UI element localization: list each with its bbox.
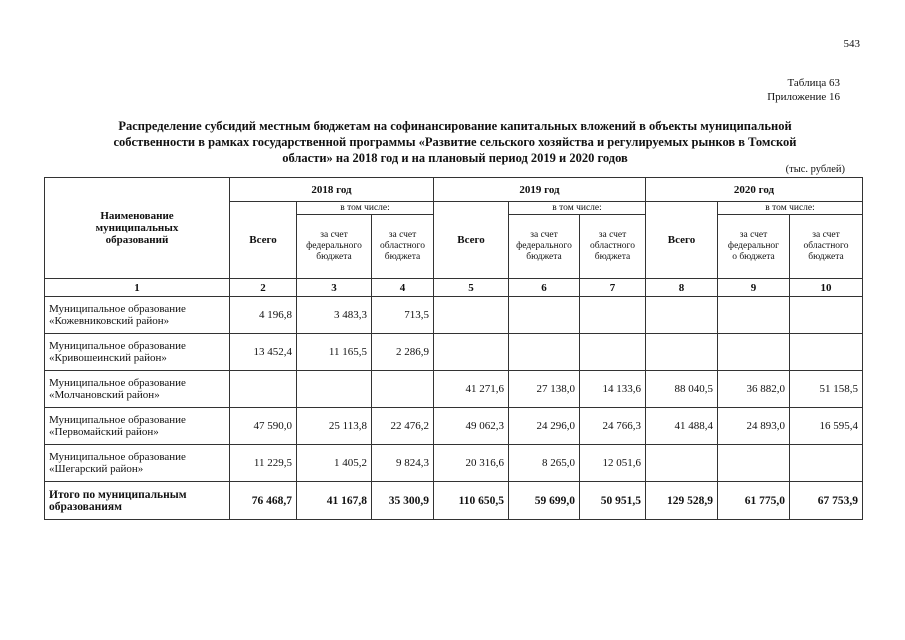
name-line: «Шегарский район» [49,463,144,475]
total-row [45,482,863,520]
total-label [45,482,230,520]
table-row [45,445,863,482]
column-number: 8 [646,279,718,297]
name-line: «Кожевниковский район» [49,315,170,327]
header-federal: за счет федерального бюджета [297,215,372,279]
value-cell: 24 893,0 [718,408,790,445]
value-cell: 88 040,5 [646,371,718,408]
header-regional: за счет областного бюджета [790,215,863,279]
value-cell: 1 405,2 [297,445,372,482]
value-cell: 51 158,5 [790,371,863,408]
value-cell: 4 196,8 [230,297,297,334]
table-reference [640,76,840,104]
column-number: 1 [45,279,230,297]
value-cell: 110 650,5 [434,482,509,520]
header-year-2020: 2020 год [646,178,863,202]
value-cell [580,334,646,371]
value-cell [718,445,790,482]
header-federal: за счет федерального бюджета [509,215,580,279]
title-line: области» на 2018 год и на плановый период 2019 и 2020 годов [282,151,628,165]
value-cell: 27 138,0 [509,371,580,408]
name-line: Муниципальное образование [49,377,186,389]
name-line: «Первомайский район» [49,426,159,438]
header-federal: за счет федеральног о бюджета [718,215,790,279]
column-number: 7 [580,279,646,297]
subsidy-table [44,177,863,520]
value-cell [509,297,580,334]
value-cell: 47 590,0 [230,408,297,445]
value-cell [790,334,863,371]
municipality-name [45,334,230,371]
value-cell: 14 133,6 [580,371,646,408]
value-cell [434,297,509,334]
column-number: 2 [230,279,297,297]
value-cell: 3 483,3 [297,297,372,334]
table-row [45,371,863,408]
name-line: образованиям [49,500,122,513]
value-cell: 22 476,2 [372,408,434,445]
value-cell [646,445,718,482]
value-cell: 41 167,8 [297,482,372,520]
name-line: «Кривошеинский район» [49,352,167,364]
column-number-row [45,279,863,297]
header-including: в том числе: [718,202,863,215]
title-line: Распределение субсидий местным бюджетам на софинансирование капитальных вложений в объекты муниципальной [118,119,792,133]
value-cell: 11 165,5 [297,334,372,371]
appendix-label: Приложение 16 [767,91,840,103]
table-row [45,297,863,334]
value-cell: 713,5 [372,297,434,334]
value-cell: 9 824,3 [372,445,434,482]
value-cell [230,371,297,408]
column-number: 3 [297,279,372,297]
value-cell: 2 286,9 [372,334,434,371]
table-row [45,334,863,371]
column-number: 4 [372,279,434,297]
value-cell: 8 265,0 [509,445,580,482]
value-cell [646,334,718,371]
value-cell [297,371,372,408]
value-cell [718,334,790,371]
value-cell: 76 468,7 [230,482,297,520]
column-number: 10 [790,279,863,297]
title-line: собственности в рамках государственной программы «Развитие сельского хозяйства и регулируемых рынков в Томской [113,135,797,149]
value-cell: 49 062,3 [434,408,509,445]
municipality-name [45,445,230,482]
value-cell: 11 229,5 [230,445,297,482]
name-line: Муниципальное образование [49,303,186,315]
value-cell: 59 699,0 [509,482,580,520]
value-cell [646,297,718,334]
value-cell [434,334,509,371]
value-cell: 129 528,9 [646,482,718,520]
value-cell: 13 452,4 [230,334,297,371]
value-cell: 20 316,6 [434,445,509,482]
value-cell: 36 882,0 [718,371,790,408]
value-cell: 35 300,9 [372,482,434,520]
value-cell [580,297,646,334]
value-cell: 41 271,6 [434,371,509,408]
value-cell: 61 775,0 [718,482,790,520]
value-cell [372,371,434,408]
value-cell [790,297,863,334]
header-including: в том числе: [509,202,646,215]
value-cell: 25 113,8 [297,408,372,445]
header-name-column: Наименование муниципальных образований [45,178,230,279]
municipality-name [45,297,230,334]
value-cell: 67 753,9 [790,482,863,520]
value-cell: 41 488,4 [646,408,718,445]
column-number: 5 [434,279,509,297]
value-cell [509,334,580,371]
municipality-name [45,371,230,408]
value-cell: 24 766,3 [580,408,646,445]
value-cell: 16 595,4 [790,408,863,445]
column-number: 9 [718,279,790,297]
name-line: «Молчановский район» [49,389,160,401]
name-line: Муниципальное образование [49,414,186,426]
name-line: Муниципальное образование [49,451,186,463]
value-cell [718,297,790,334]
value-cell [790,445,863,482]
value-cell: 24 296,0 [509,408,580,445]
column-number: 6 [509,279,580,297]
header-regional: за счет областного бюджета [580,215,646,279]
table-row [45,408,863,445]
table-label: Таблица 63 [787,77,840,89]
units-note: (тыс. рублей) [785,164,845,175]
name-line: Итого по муниципальным [49,488,187,501]
header-total: Всего [434,202,509,279]
header-including: в том числе: [297,202,434,215]
header-year-2019: 2019 год [434,178,646,202]
name-line: Муниципальное образование [49,340,186,352]
header-regional: за счет областного бюджета [372,215,434,279]
header-year-2018: 2018 год [230,178,434,202]
value-cell: 12 051,6 [580,445,646,482]
page-number: 543 [843,38,860,50]
municipality-name [45,408,230,445]
header-total: Всего [646,202,718,279]
value-cell: 50 951,5 [580,482,646,520]
document-title [60,118,850,166]
header-total: Всего [230,202,297,279]
